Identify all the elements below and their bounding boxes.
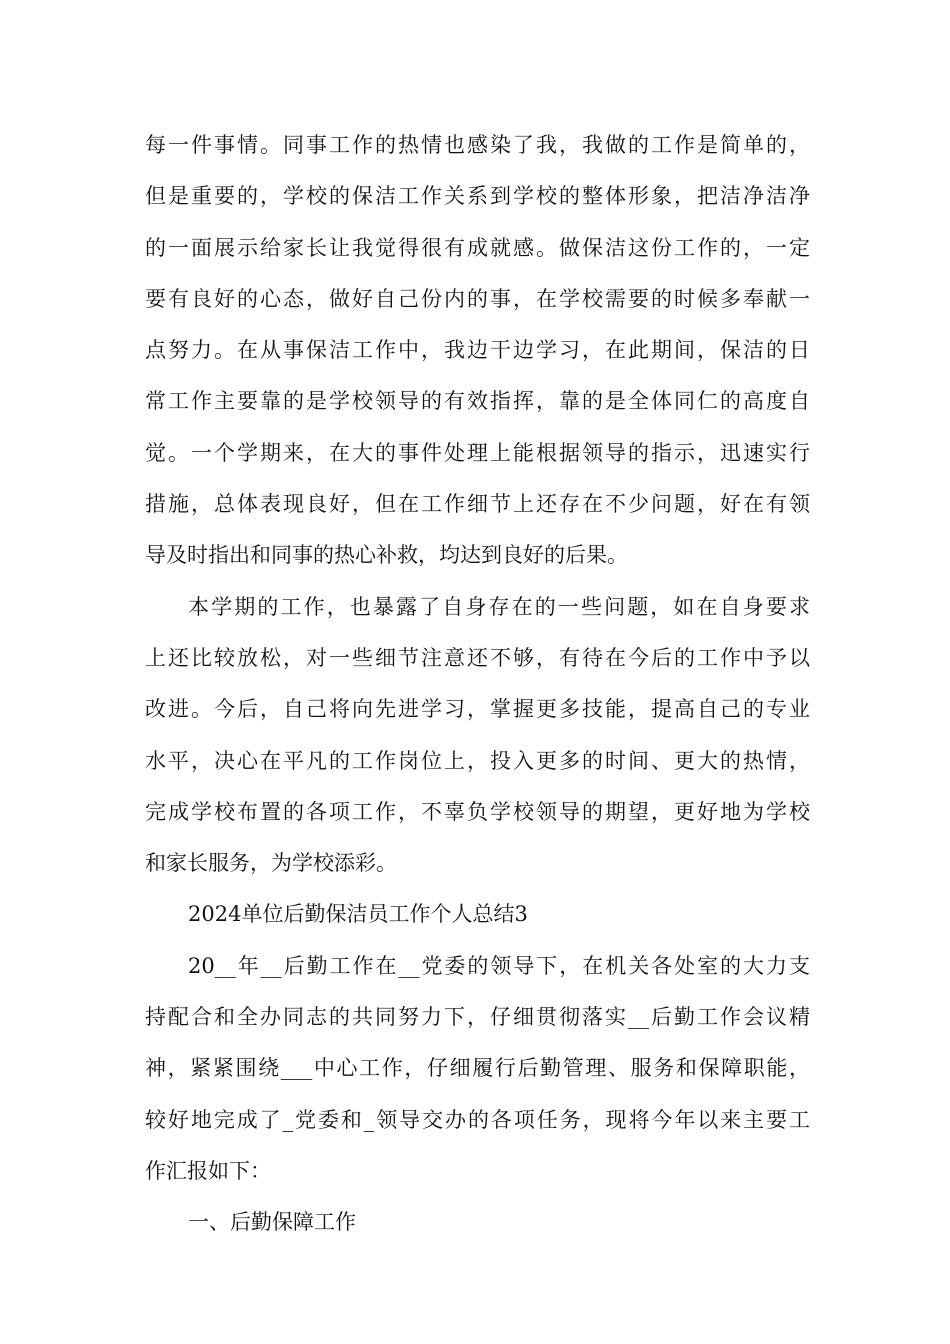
- text-line: 神，紧紧围绕___中心工作，仔细履行后勤管理、服务和保障职能，: [145, 1056, 810, 1081]
- text-line: 作汇报如下：: [145, 1158, 271, 1183]
- text-line: 点努力。在从事保洁工作中，我边干边学习，在此期间，保洁的日: [145, 338, 810, 363]
- text-line: 本学期的工作，也暴露了自身存在的一些问题，如在自身要求: [188, 594, 810, 619]
- text-line: 水平，决心在平凡的工作岗位上，投入更多的时间、更大的热情，: [145, 748, 810, 773]
- text-line: 每一件事情。同事工作的热情也感染了我，我做的工作是简单的，: [145, 133, 810, 157]
- text-line: 20__年__后勤工作在__党委的领导下，在机关各处室的大力支: [188, 953, 810, 978]
- text-line: 的一面展示给家长让我觉得很有成就感。做保洁这份工作的，一定: [145, 235, 810, 260]
- text-line: 较好地完成了_党委和_领导交办的各项任务，现将今年以来主要工: [145, 1107, 810, 1132]
- paragraph-logistics-intro: [145, 949, 810, 1205]
- paragraph-self-improvement: [145, 590, 810, 898]
- text-line: 觉。一个学期来，在大的事件处理上能根据领导的指示，迅速实行: [145, 440, 810, 465]
- subsection-heading: [145, 1205, 810, 1256]
- section-title-text: 2024单位后勤保洁员工作个人总结3: [188, 902, 528, 927]
- text-line: 完成学校布置的各项工作，不辜负学校领导的期望，更好地为学校: [145, 799, 810, 824]
- paragraph-cleaning-work: [145, 128, 810, 590]
- text-line: 和家长服务，为学校添彩。: [145, 851, 397, 876]
- text-line: 导及时指出和同事的热心补救，均达到良好的后果。: [145, 543, 628, 568]
- text-line: 常工作主要靠的是学校领导的有效指挥，靠的是全体同仁的高度自: [145, 389, 810, 414]
- text-line: 措施，总体表现良好，但在工作细节上还存在不少问题，好在有领: [145, 492, 810, 517]
- text-line: 要有良好的心态，做好自己份内的事，在学校需要的时候多奉献一: [145, 286, 810, 311]
- subsection-heading-text: 一、后勤保障工作: [188, 1210, 356, 1235]
- text-line: 持配合和全办同志的共同努力下，仔细贯彻落实__后勤工作会议精: [145, 1005, 810, 1030]
- text-line: 改进。今后，自己将向先进学习，掌握更多技能，提高自己的专业: [145, 697, 810, 722]
- text-line: 上还比较放松，对一些细节注意还不够，有待在今后的工作中予以: [145, 645, 810, 670]
- section-title: [145, 897, 810, 948]
- document-body: [145, 128, 810, 1257]
- text-line: 但是重要的，学校的保洁工作关系到学校的整体形象，把洁净洁净: [145, 184, 810, 209]
